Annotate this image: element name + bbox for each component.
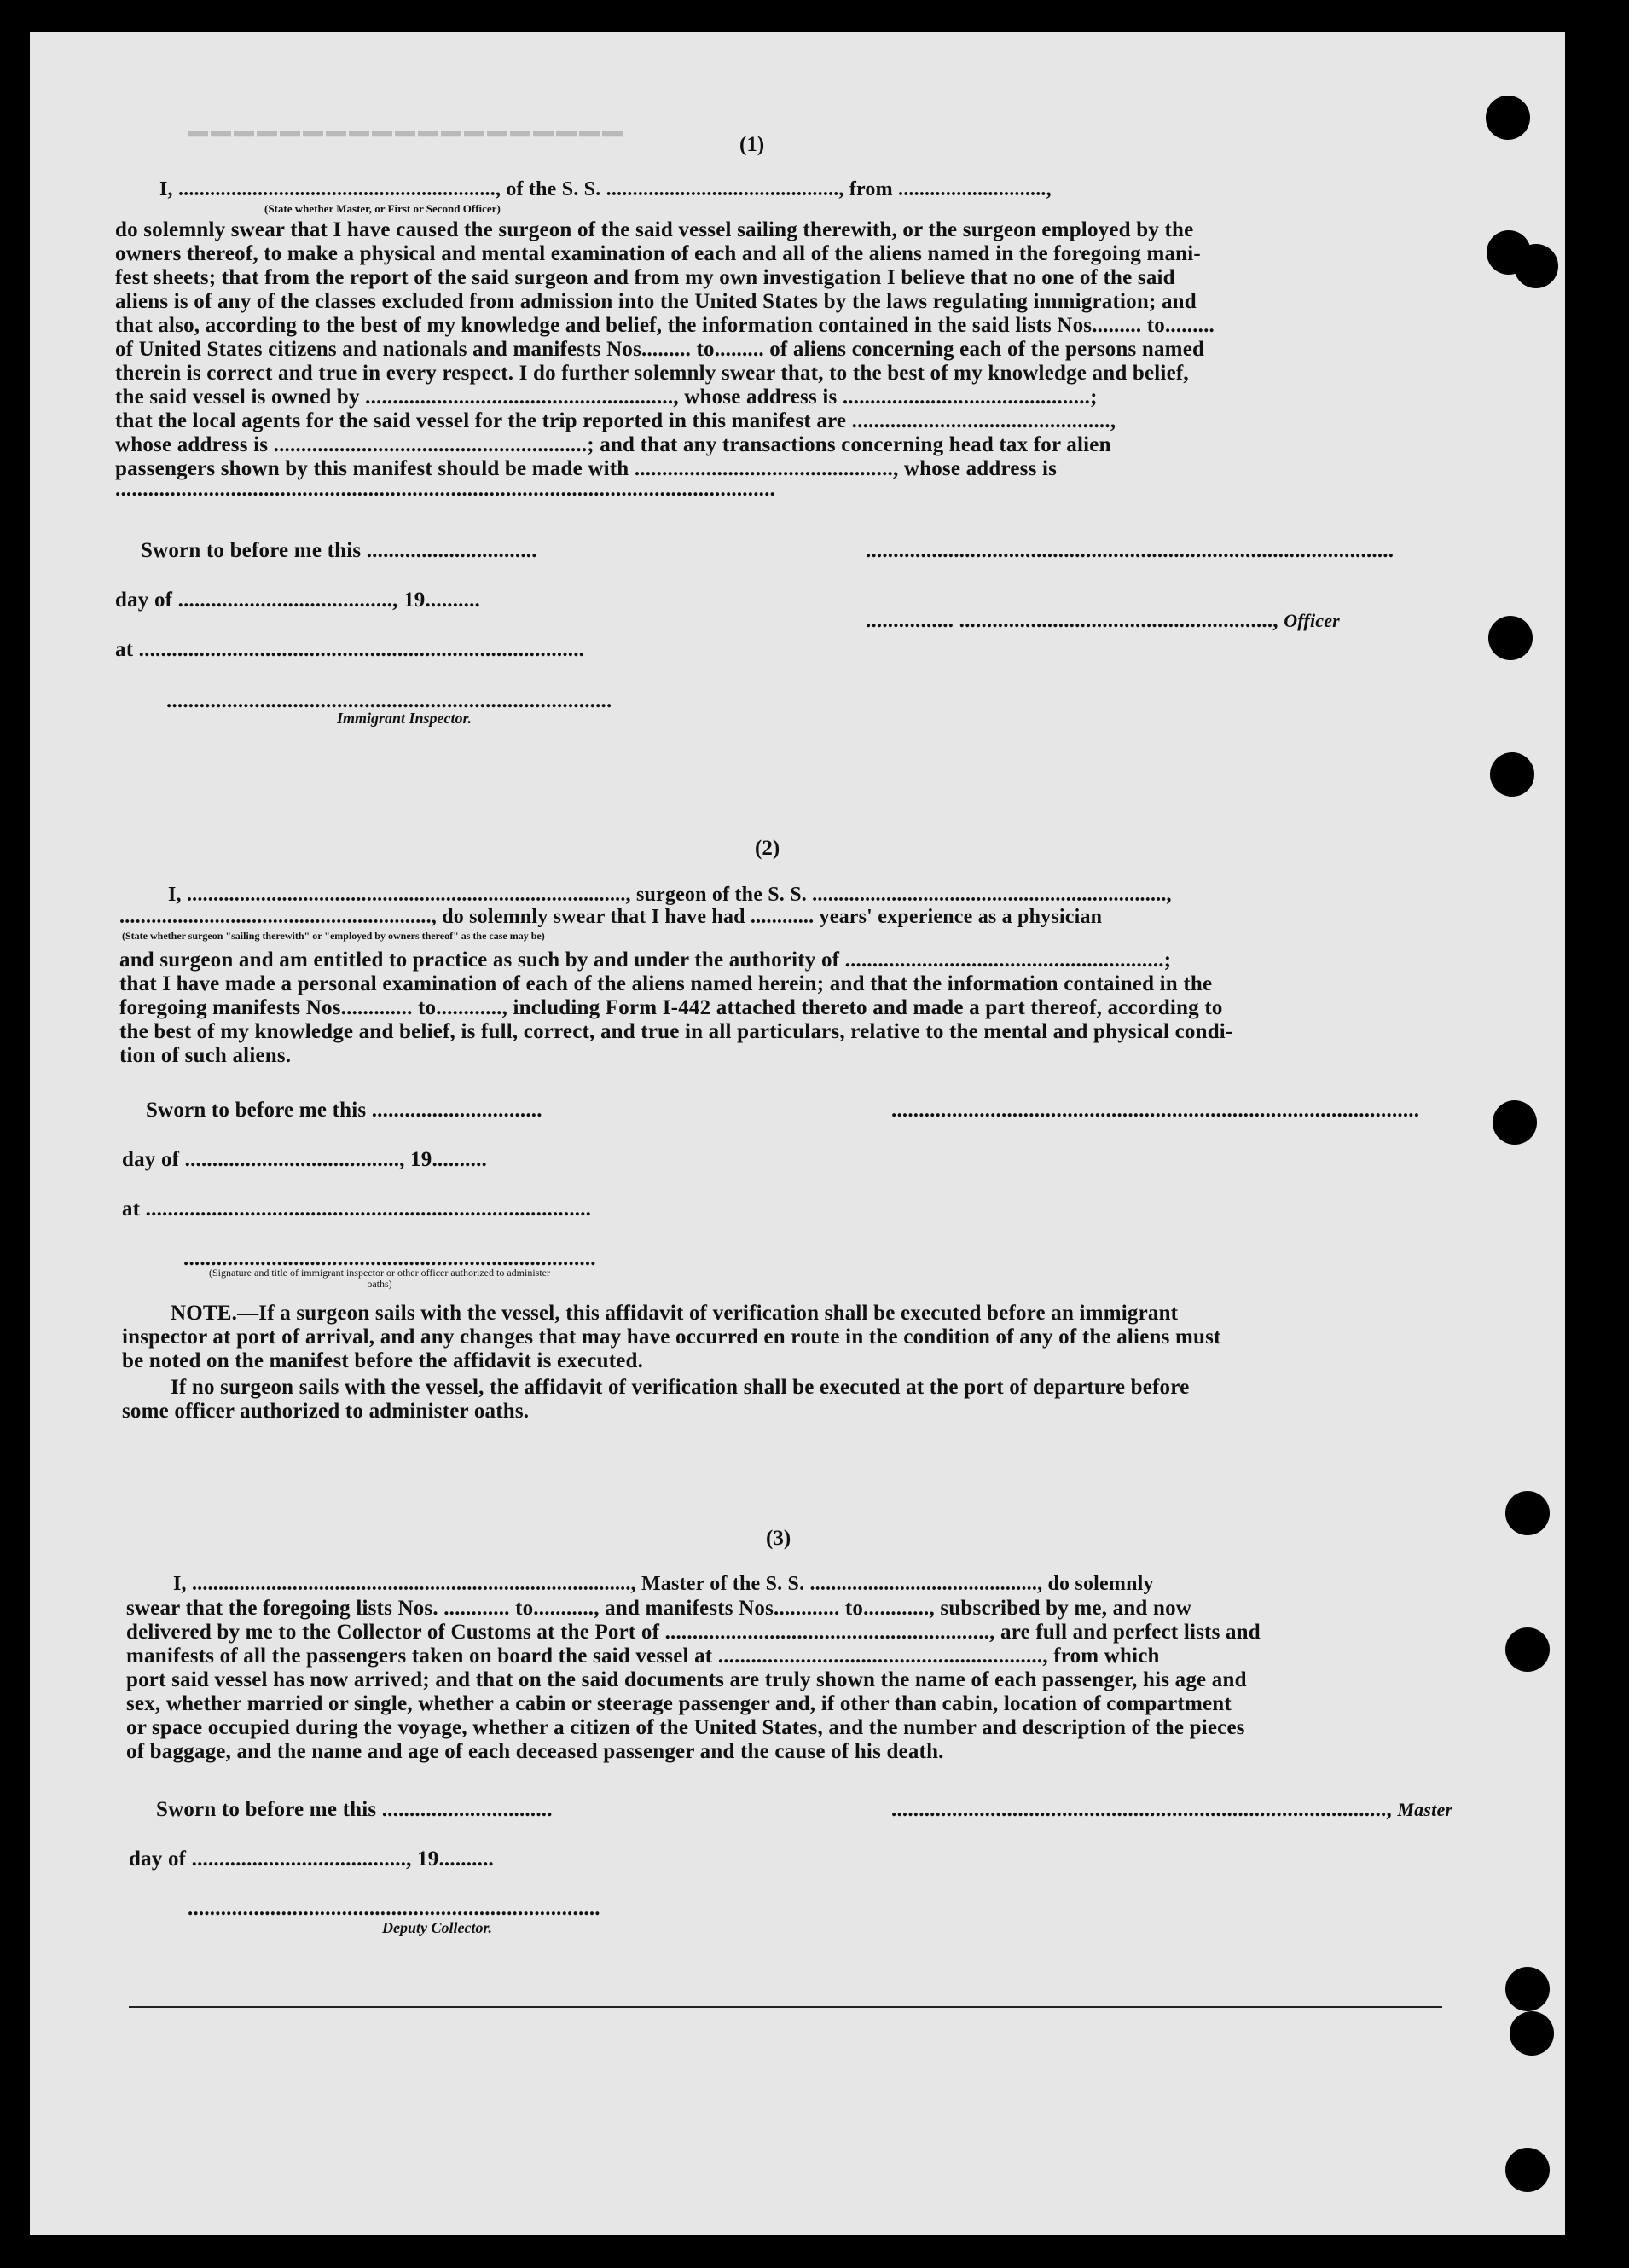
section-2-at-line: at ................................................................................. (122, 1198, 592, 1221)
section-2-note-line: inspector at port of arrival, and any changes that may have occurred en route in the condition of any of the aliens must (122, 1325, 1221, 1349)
section-1-at-line: at ................................................................................. (115, 638, 585, 661)
punch-hole (1505, 2148, 1550, 2192)
punch-hole (1505, 1967, 1550, 2011)
punch-hole (1510, 2011, 1554, 2056)
section-3-sworn-line: Sworn to before me this ............................... (156, 1798, 553, 1821)
section-3-paragraph-line: delivered by me to the Collector of Customs at the Port of ..........................................................., are full and perfect lists and (126, 1621, 1261, 1644)
punch-hole (1488, 616, 1533, 660)
section-3-master-dots: .........................................................................................., (891, 1798, 1398, 1821)
section-2-note-line: be noted on the manifest before the affidavit is executed. (122, 1349, 644, 1372)
section-1-paragraph-line: whose address is .........................................................; and that any transactions concerning head tax for alien (115, 433, 1111, 456)
section-3-day-line: day of ......................................., 19.......... (129, 1847, 494, 1871)
section-1-line-1: I, ............................................................, of the S. S. ............................................, from ............................, (159, 178, 1052, 200)
manifest-page (30, 32, 1565, 2235)
section-1-paragraph-line: aliens is of any of the classes excluded from admission into the United States by the laws regulating immigration; and (115, 290, 1197, 313)
section-3-heading: (3) (766, 1527, 791, 1550)
section-3-paragraph-line: manifests of all the passengers taken on board the said vessel at ..........................................................., from which (126, 1644, 1160, 1668)
section-3-master-label: Master (1397, 1799, 1453, 1820)
section-2-paragraph-line: tion of such aliens. (119, 1044, 292, 1067)
section-1-officer-line (866, 609, 1340, 633)
section-2-heading: (2) (755, 837, 780, 860)
section-2-line-2-note: (State whether surgeon "sailing therewith" or "employed by owners thereof" as the case may be) (122, 930, 545, 942)
section-3-collector-blank: ........................................................................... (188, 1897, 600, 1920)
section-1-signature-blank: ................................................................................................ (866, 539, 1394, 562)
section-2-note-line: If no surgeon sails with the vessel, the affidavit of verification shall be executed at the port of departure before (171, 1376, 1190, 1399)
section-2-day-line: day of ......................................., 19.......... (122, 1148, 487, 1171)
section-2-signature-blank: ................................................................................................ (891, 1099, 1420, 1122)
bottom-rule (129, 2006, 1442, 2008)
section-1-paragraph-line: that the local agents for the said vessel for the trip reported in this manifest are ..............................................., (115, 409, 1116, 432)
section-2-line-1: I, ..................................................................................., surgeon of the S. S. ..................................................................., (168, 884, 1172, 906)
section-2-paragraph-line: and surgeon and am entitled to practice as such by and under the authority of ..........................................................; (119, 948, 1172, 972)
section-3-collector-label: Deputy Collector. (382, 1919, 492, 1936)
bleed-through-text: ▬▬▬▬▬▬▬▬▬▬▬▬▬▬▬▬▬▬▬ (188, 125, 625, 148)
punch-hole (1514, 244, 1558, 288)
section-3-paragraph-line: I, ..................................................................................., Master of the S. S. ..........................................., do solemnly (173, 1573, 1154, 1595)
section-1-paragraph-line: fest sheets; that from the report of the said surgeon and from my own investigation I believe that no one of the said (115, 266, 1175, 289)
section-1-line-1-note: (State whether Master, or First or Second Officer) (264, 202, 501, 215)
section-2-signature-note: (Signature and title of immigrant inspector or other officer authorized to administer oaths) (209, 1267, 550, 1290)
section-1-day-line: day of ......................................., 19.......... (115, 589, 480, 612)
section-3-paragraph-line: sex, whether married or single, whether a cabin or steerage passenger and, if other than cabin, location of compartment (126, 1692, 1232, 1715)
section-3-paragraph-line: or space occupied during the voyage, whether a citizen of the United States, and the number and description of the pieces (126, 1716, 1245, 1739)
section-2-note-line: NOTE.—If a surgeon sails with the vessel, this affidavit of verification shall be executed before an immigrant (171, 1302, 1179, 1325)
punch-hole (1490, 752, 1534, 797)
section-2-paragraph-line: foregoing manifests Nos............. to............, including Form I-442 attached thereto and made a part thereof, according to (119, 996, 1223, 1019)
section-1-paragraph-line: the said vessel is owned by ........................................................, whose address is .............................................; (115, 386, 1098, 409)
section-3-paragraph-line: port said vessel has now arrived; and that on the said documents are truly shown the name of each passenger, his age and (126, 1668, 1247, 1691)
section-2-line-2: ..........................................................., do solemnly swear that I have had ............ years' experience as a physician (119, 906, 1103, 928)
section-3-paragraph-line: swear that the foregoing lists Nos. ............ to..........., and manifests Nos............ to............, subscribed by me, and now (126, 1597, 1192, 1620)
section-1-paragraph-line: do solemnly swear that I have caused the surgeon of the said vessel sailing therewith, or the surgeon employed by the (115, 218, 1194, 241)
section-3-paragraph-line: of baggage, and the name and age of each deceased passenger and the cause of his death. (126, 1740, 944, 1763)
section-1-paragraph-line: ........................................................................................................................ (115, 478, 775, 501)
section-2-paragraph-line: that I have made a personal examination of each of the aliens named herein; and that the information contained in the (119, 972, 1213, 995)
section-2-note-line: some officer authorized to administer oaths. (122, 1400, 530, 1423)
punch-hole (1505, 1491, 1550, 1535)
punch-hole (1486, 96, 1530, 140)
section-1-paragraph-line: therein is correct and true in every respect. I do further solemnly swear that, to the best of my knowledge and belief, (115, 362, 1189, 385)
section-1-inspector-blank: ................................................................................. (166, 689, 612, 712)
section-1-sworn-line: Sworn to before me this ............................... (141, 539, 537, 562)
section-1-paragraph-line: of United States citizens and nationals and manifests Nos......... to......... of aliens concerning each of the persons named (115, 338, 1205, 361)
section-2-sworn-line: Sworn to before me this ............................... (146, 1099, 542, 1122)
section-1-paragraph-line: owners thereof, to make a physical and mental examination of each and all of the aliens named in the foregoing mani- (115, 242, 1201, 265)
section-1-officer-dots: ................ ........................................................., (866, 609, 1284, 632)
section-1-inspector-label: Immigrant Inspector. (337, 710, 472, 727)
section-3-master-line (891, 1798, 1452, 1822)
punch-hole (1505, 1627, 1550, 1672)
section-1-heading: (1) (739, 133, 765, 156)
section-1-paragraph-line: that also, according to the best of my knowledge and belief, the information contained in the said lists Nos......... to......... (115, 314, 1215, 337)
section-2-signature-title-blank: ........................................................................... (183, 1247, 596, 1270)
section-1-paragraph-line: passengers shown by this manifest should be made with ..............................................., whose address is (115, 457, 1058, 480)
section-1-officer-label: Officer (1284, 610, 1340, 631)
section-2-paragraph-line: the best of my knowledge and belief, is full, correct, and true in all particulars, relative to the mental and physical condi- (119, 1020, 1233, 1043)
punch-hole (1493, 1100, 1537, 1145)
